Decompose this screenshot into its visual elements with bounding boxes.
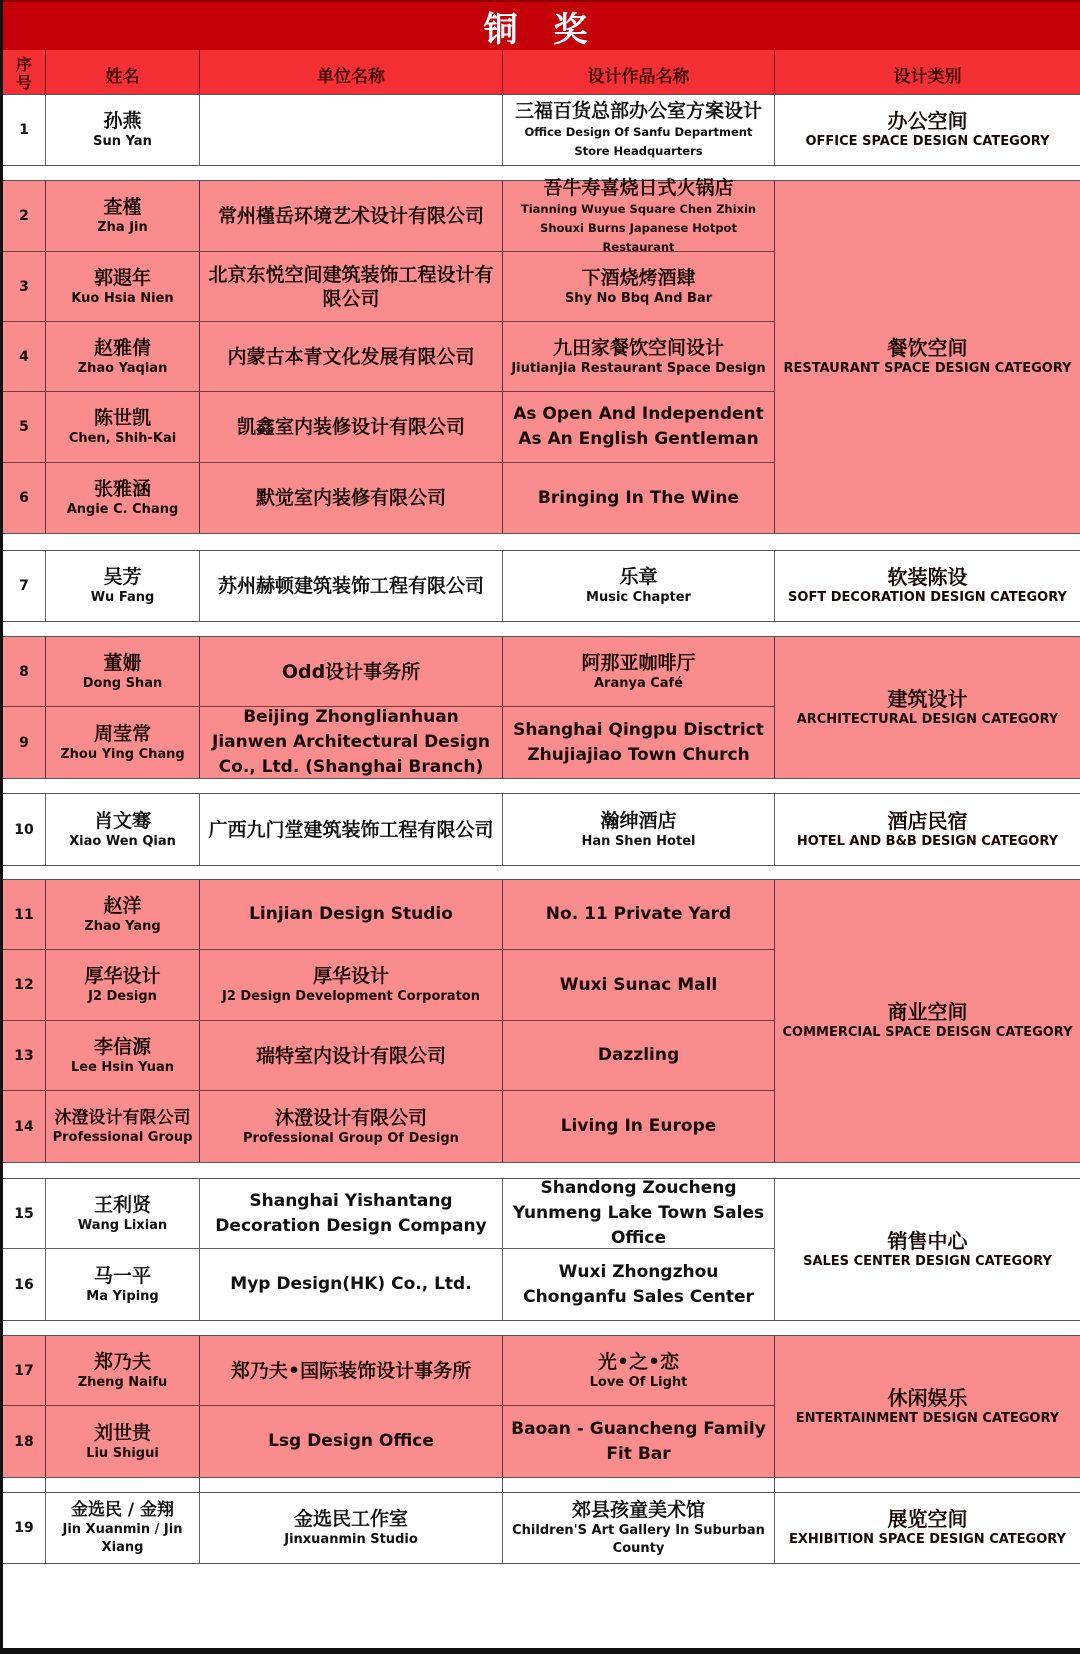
work-zh: 阿那亚咖啡厅: [581, 651, 696, 674]
cell-category: [775, 181, 1080, 533]
table-row: [3, 707, 775, 778]
work-en: Jiutianjia Restaurant Space Design: [511, 360, 766, 376]
cell-work: [503, 880, 775, 949]
name-zh: 赵雅倩: [93, 336, 151, 359]
name-en: Jin Xuanmin / Jin Xiang: [62, 1522, 183, 1555]
cell-company: [200, 1336, 503, 1405]
category-group: [3, 1492, 1080, 1564]
company-zh: 北京东悦空间建筑装饰工程设计有限公司: [208, 263, 494, 310]
name-en: Ma Yiping: [86, 1288, 159, 1304]
seq-number: 10: [14, 821, 34, 838]
category-zh: 建筑设计: [887, 686, 968, 711]
table-row: [3, 1249, 775, 1320]
table-row: [3, 392, 775, 463]
work-en: Baoan - Guancheng Family Fit Bar: [511, 1418, 766, 1464]
seq-number: 9: [19, 734, 29, 751]
work-zh: 郊县孩童美术馆: [571, 1499, 705, 1521]
category-zh: 销售中心: [887, 1228, 968, 1253]
table-row: [3, 176, 775, 254]
company-zh: 瑞特室内设计有限公司: [255, 1044, 446, 1067]
name-en: Professional Group: [52, 1129, 193, 1145]
table-row: [3, 95, 775, 165]
seq-number: 3: [19, 278, 29, 295]
cell-seq: [3, 1406, 46, 1477]
category-group: [3, 1335, 1080, 1478]
cell-category: [775, 1336, 1080, 1477]
company-zh: 广西九门堂建筑装饰工程有限公司: [208, 818, 494, 841]
name-en: Chen, Shih-Kai: [68, 431, 177, 446]
name-en: Dong Shan: [82, 675, 163, 691]
cell-work: [503, 950, 775, 1020]
cell-company: [200, 1493, 503, 1563]
seq-number: 2: [19, 208, 29, 224]
name-zh: 陈世凯: [93, 407, 151, 429]
category-group: [3, 550, 1080, 622]
header-work: 设计作品名称: [503, 50, 775, 98]
cell-seq: [3, 1091, 46, 1162]
spacer-row: [3, 865, 1080, 879]
category-zh: 办公空间: [887, 109, 968, 133]
name-en: Wang Lixian: [77, 1217, 168, 1233]
table-row: [3, 551, 775, 621]
cell-name: [46, 950, 200, 1020]
name-en: Zhao Yaqian: [77, 360, 168, 376]
cell-company: [200, 1091, 503, 1162]
company-zh: 凯鑫室内装修设计有限公司: [236, 416, 465, 438]
cell-company: [200, 392, 503, 462]
company-zh: 常州槿岳环境艺术设计有限公司: [217, 205, 484, 227]
bottom-border: [3, 1648, 1080, 1654]
cell-name: [46, 392, 200, 462]
work-en: Love Of Light: [589, 1374, 688, 1390]
header-seq-line1: 序: [15, 55, 32, 74]
name-zh: 沐澄设计有限公司: [54, 1107, 191, 1128]
name-en: Zhao Yang: [84, 918, 161, 934]
cell-name: [46, 463, 200, 533]
table-row: [3, 1179, 775, 1249]
cell-name: [46, 252, 200, 321]
work-zh: 下酒烧烤酒肆: [581, 266, 696, 289]
cell-seq: [3, 794, 46, 865]
cell-company: [200, 880, 503, 949]
work-en: Han Shen Hotel: [581, 833, 696, 849]
cell-work: [503, 551, 775, 621]
cell-company: [200, 1021, 503, 1090]
category-group: [3, 1178, 1080, 1321]
category-en: HOTEL AND B&B DESIGN CATEGORY: [796, 833, 1059, 849]
name-en: Lee Hsin Yuan: [70, 1059, 175, 1075]
cell-company: [200, 322, 503, 391]
header-name: 姓名: [46, 50, 200, 98]
cell-seq: [3, 252, 46, 321]
cell-seq: [3, 1021, 46, 1090]
name-en: Zheng Naifu: [77, 1374, 168, 1390]
table-row: [3, 880, 775, 950]
category-en: EXHIBITION SPACE DESIGN CATEGORY: [789, 1532, 1066, 1547]
name-zh: 肖文骞: [93, 809, 151, 832]
category-en: SALES CENTER DESIGN CATEGORY: [803, 1253, 1052, 1269]
company-zh: 内蒙古本青文化发展有限公司: [227, 345, 475, 368]
table-row: [3, 252, 775, 322]
spacer-row: [3, 535, 1080, 550]
cell-name: [46, 551, 200, 621]
name-zh: 郭遐年: [93, 266, 151, 289]
cell-seq: [3, 1249, 46, 1320]
cell-work: [503, 176, 775, 254]
work-zh: 乐章: [619, 566, 658, 588]
cell-work: [503, 1179, 775, 1248]
cell-work: [503, 1406, 775, 1477]
name-en: Zhou Ying Chang: [60, 746, 185, 762]
header-seq: [3, 50, 46, 98]
work-en: Bringing In The Wine: [537, 487, 740, 508]
category-en: ENTERTAINMENT DESIGN CATEGORY: [795, 1410, 1060, 1426]
cell-seq: [3, 950, 46, 1020]
spacer-row: [3, 621, 1080, 636]
category-en: RESTAURANT SPACE DESIGN CATEGORY: [783, 361, 1072, 376]
name-en: Kuo Hsia Nien: [71, 290, 174, 306]
cell-seq: [3, 95, 46, 165]
work-en: As Open And Independent As An English Gentleman: [513, 404, 764, 449]
category-en: SOFT DECORATION DESIGN CATEGORY: [788, 590, 1067, 605]
table-row: [3, 1493, 775, 1563]
name-zh: 李信源: [93, 1035, 151, 1058]
category-group: [3, 94, 1080, 166]
cell-company: [200, 181, 503, 251]
work-en: Music Chapter: [586, 590, 691, 605]
seq-number: 13: [14, 1047, 34, 1064]
work-en: Aranya Café: [593, 675, 684, 691]
work-en: Shy No Bbq And Bar: [564, 290, 713, 306]
cell-seq: [3, 1179, 46, 1248]
cell-work: [503, 252, 775, 321]
cell-work: [503, 322, 775, 391]
cell-seq: [3, 392, 46, 462]
cell-name: [46, 1493, 200, 1563]
spacer-row: [3, 165, 1080, 180]
work-zh: 吾牛寿喜烧日式火锅店: [543, 176, 734, 199]
cell-name: [46, 1179, 200, 1248]
cell-name: [46, 1249, 200, 1320]
cell-category: [775, 95, 1080, 165]
cell-work: [503, 1336, 775, 1405]
company-en: Linjian Design Studio: [249, 904, 453, 924]
table-row: [3, 637, 775, 707]
cell-name: [46, 1406, 200, 1477]
cell-category: [775, 637, 1080, 778]
spacer-divider: [46, 1477, 200, 1492]
name-zh: 孙燕: [103, 110, 142, 132]
table-row: [3, 463, 775, 533]
name-zh: 郑乃夫: [93, 1350, 151, 1373]
category-group: [3, 636, 1080, 779]
cell-work: [503, 1091, 775, 1162]
company-zh: 厚华设计: [312, 965, 389, 987]
cell-work: [503, 463, 775, 533]
cell-name: [46, 707, 200, 778]
table-row: [3, 1336, 775, 1406]
name-zh: 周莹常: [93, 722, 151, 745]
company-en: Jinxuanmin Studio: [284, 1532, 418, 1547]
cell-seq: [3, 637, 46, 706]
cell-company: [200, 637, 503, 706]
company-zh: Odd设计事务所: [281, 660, 421, 683]
table-row: [3, 1021, 775, 1091]
header-company: 单位名称: [200, 50, 503, 98]
cell-work: [503, 95, 775, 165]
category-en: OFFICE SPACE DESIGN CATEGORY: [805, 134, 1050, 149]
category-group: [3, 176, 1080, 534]
cell-work: [503, 794, 775, 865]
name-zh: 王利贤: [93, 1193, 151, 1216]
name-zh: 吴芳: [103, 566, 142, 588]
cell-company: [200, 950, 503, 1020]
header-seq-line2: 号: [15, 73, 32, 92]
seq-number: 8: [19, 663, 29, 680]
seq-number: 7: [19, 578, 29, 594]
name-en: J2 Design: [88, 989, 157, 1004]
seq-number: 11: [14, 906, 34, 923]
name-en: Sun Yan: [93, 134, 152, 149]
table-header: [3, 50, 1080, 99]
work-zh: 光•之•恋: [597, 1350, 680, 1373]
spacer-row: [3, 778, 1080, 793]
name-zh: 赵洋: [103, 894, 142, 917]
category-zh: 酒店民宿: [887, 808, 968, 833]
cell-name: [46, 637, 200, 706]
cell-category: [775, 1493, 1080, 1563]
spacer-divider: [503, 1477, 775, 1492]
cell-company: [200, 463, 503, 533]
cell-company: [200, 707, 503, 778]
name-zh: 马一平: [93, 1264, 151, 1287]
name-en: Xiao Wen Qian: [69, 833, 176, 849]
work-en: Children'S Art Gallery In Suburban County: [512, 1523, 765, 1556]
category-zh: 软装陈设: [887, 565, 968, 589]
seq-number: 6: [19, 490, 29, 506]
cell-name: [46, 1336, 200, 1405]
cell-work: [503, 392, 775, 462]
table-row: [3, 794, 775, 865]
category-zh: 商业空间: [887, 1000, 968, 1024]
name-zh: 刘世贵: [93, 1421, 151, 1444]
name-zh: 查槿: [103, 196, 142, 218]
table-row: [3, 1091, 775, 1162]
cell-name: [46, 1021, 200, 1090]
seq-number: 17: [14, 1362, 34, 1379]
cell-name: [46, 95, 200, 165]
work-zh: 三福百货总部办公室方案设计: [514, 100, 762, 122]
cell-category: [775, 880, 1080, 1162]
cell-name: [46, 880, 200, 949]
category-zh: 展览空间: [887, 1507, 968, 1531]
work-en: Wuxi Zhongzhou Chonganfu Sales Center: [523, 1261, 754, 1307]
cell-work: [503, 1493, 775, 1563]
cell-company: [200, 1179, 503, 1248]
spacer-divider: [3, 1477, 46, 1492]
company-zh: 默觉室内装修有限公司: [255, 487, 446, 509]
work-en: Wuxi Sunac Mall: [559, 974, 718, 995]
seq-number: 4: [19, 348, 29, 365]
cell-name: [46, 181, 200, 251]
work-en: Office Design Of Sanfu Department Store Headquarters: [524, 125, 753, 158]
work-en: Living In Europe: [560, 1116, 717, 1136]
cell-name: [46, 1091, 200, 1162]
seq-number: 14: [14, 1118, 34, 1135]
seq-number: 18: [14, 1433, 34, 1450]
seq-number: 19: [14, 1520, 34, 1536]
company-zh: 金选民工作室: [293, 1508, 408, 1530]
seq-number: 5: [19, 419, 29, 435]
category-en: COMMERCIAL SPACE DEISGN CATEGORY: [782, 1025, 1073, 1040]
name-en: Angie C. Chang: [66, 502, 179, 517]
category-group: [3, 793, 1080, 866]
cell-seq: [3, 551, 46, 621]
category-en: ARCHITECTURAL DESIGN CATEGORY: [796, 711, 1059, 727]
work-en: Shandong Zoucheng Yunmeng Lake Town Sales Office: [512, 1178, 765, 1248]
work-zh: 瀚绅酒店: [600, 809, 677, 832]
cell-seq: [3, 181, 46, 251]
work-en: No. 11 Private Yard: [545, 904, 732, 924]
name-zh: 金选民 / 金翔: [70, 1500, 175, 1520]
cell-company: [200, 551, 503, 621]
category-zh: 餐饮空间: [887, 336, 968, 360]
company-en: J2 Design Development Corporaton: [222, 989, 480, 1004]
cell-seq: [3, 463, 46, 533]
cell-company: [200, 794, 503, 865]
cell-seq: [3, 707, 46, 778]
name-en: Liu Shigui: [86, 1445, 159, 1461]
cell-seq: [3, 880, 46, 949]
header-category: 设计类别: [893, 66, 962, 87]
cell-seq: [3, 1493, 46, 1563]
company-zh: 苏州赫顿建筑装饰工程有限公司: [217, 575, 484, 597]
table-row: [3, 950, 775, 1021]
cell-company: [200, 1406, 503, 1477]
company-zh: 郑乃夫•国际装饰设计事务所: [230, 1359, 472, 1382]
company-en: Shanghai Yishantang Decoration Design Company: [215, 1190, 487, 1236]
spacer-divider: [200, 1477, 503, 1492]
company-en: Professional Group Of Design: [243, 1130, 459, 1146]
cell-category: [775, 1179, 1080, 1320]
company-en: Beijing Zhonglianhuan Jianwen Architectural Design Co., Ltd. (Shanghai Branch): [212, 707, 490, 777]
company-en: Myp Design(HK) Co., Ltd.: [230, 1274, 472, 1294]
category-group: [3, 879, 1080, 1163]
name-zh: 厚华设计: [84, 965, 161, 987]
spacer-row: [3, 1320, 1080, 1335]
cell-category: [775, 794, 1080, 865]
table-row: [3, 1406, 775, 1477]
cell-seq: [3, 322, 46, 391]
work-en: Dazzling: [597, 1045, 680, 1065]
table-row: [3, 322, 775, 392]
cell-name: [46, 322, 200, 391]
company-en: Lsg Design Office: [268, 1431, 434, 1451]
work-zh: 九田家餐饮空间设计: [552, 336, 724, 359]
spacer-row: [3, 1477, 1080, 1492]
seq-number: 15: [14, 1205, 34, 1222]
cell-work: [503, 1021, 775, 1090]
name-zh: 董姗: [103, 651, 142, 674]
company-zh: 沐澄设计有限公司: [274, 1106, 427, 1129]
work-en: Shanghai Qingpu Disctrict Zhujiajiao Town Church: [513, 719, 764, 765]
cell-work: [503, 1249, 775, 1320]
work-en: Tianning Wuyue Square Chen Zhixin Shouxi Burns Japanese Hotpot Restaurant: [520, 201, 757, 254]
name-zh: 张雅涵: [93, 478, 151, 500]
cell-company: [200, 252, 503, 321]
cell-company: [200, 95, 503, 165]
name-en: Wu Fang: [90, 590, 155, 605]
cell-work: [503, 637, 775, 706]
cell-company: [200, 1249, 503, 1320]
cell-work: [503, 707, 775, 778]
seq-number: 12: [14, 977, 34, 993]
cell-seq: [3, 1336, 46, 1405]
cell-category: [775, 551, 1080, 621]
cell-name: [46, 794, 200, 865]
seq-number: 1: [19, 122, 29, 138]
seq-number: 16: [14, 1276, 34, 1293]
category-zh: 休闲娱乐: [887, 1385, 968, 1410]
award-title: 铜 奖: [3, 0, 1080, 50]
name-en: Zha Jin: [97, 220, 148, 235]
